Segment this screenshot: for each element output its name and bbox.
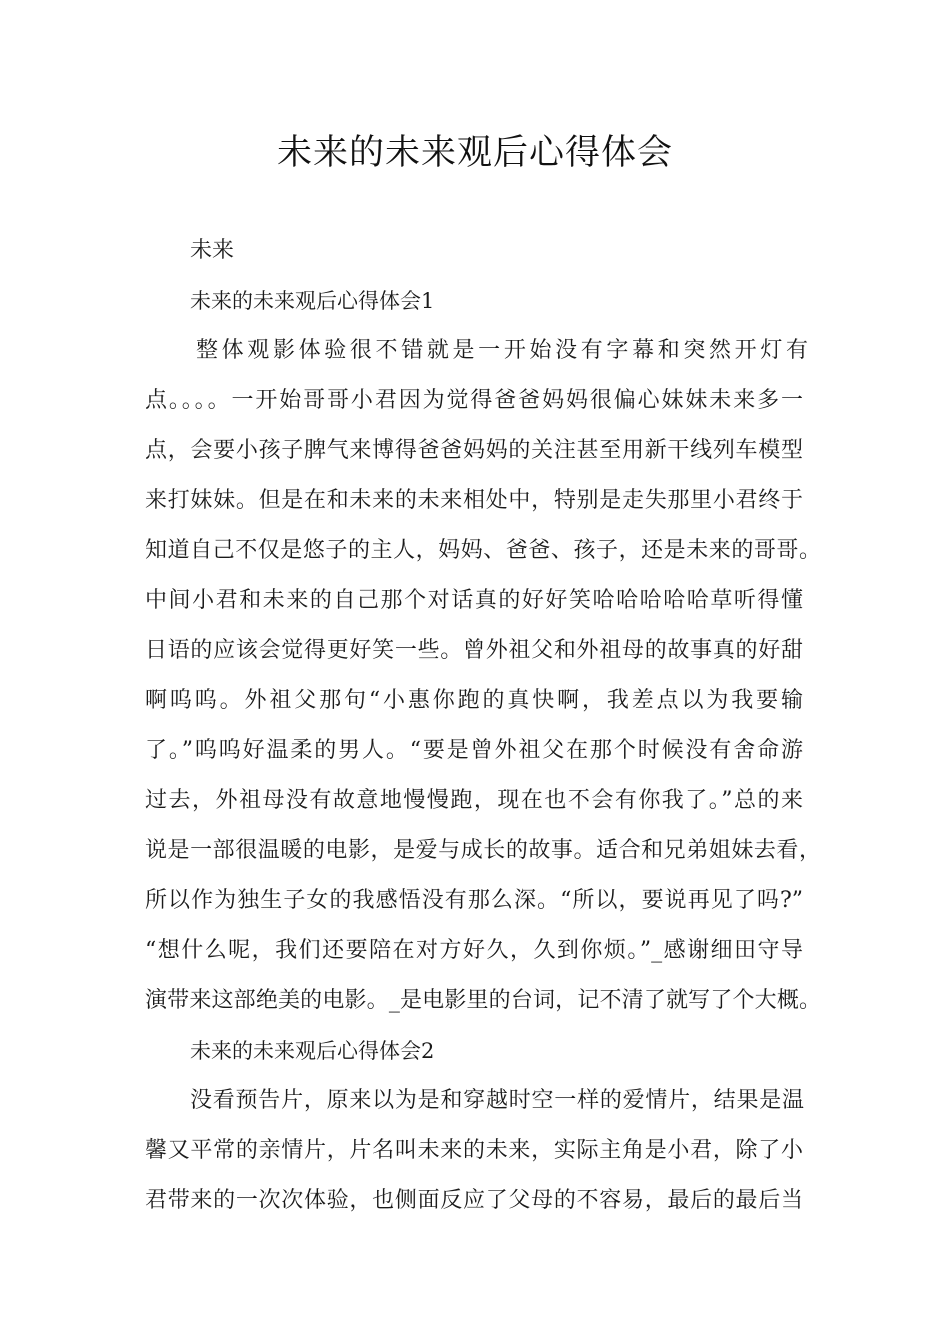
section-heading: 未来的未来观后心得体会2 [190,1039,435,1063]
paragraph-line: 啊呜呜。外祖父那句“小惠你跑的真快啊，我差点以为我要输 [145,688,803,713]
document-label: 未来 [190,238,235,263]
paragraph-line: “想什么呢，我们还要陪在对方好久，久到你烦。”_感谢细田守导 [145,938,803,963]
paragraph-line: 来打妹妹。但是在和未来的未来相处中，特别是走失那里小君终于 [145,488,803,513]
paragraph-line: 知道自己不仅是悠子的主人，妈妈、爸爸、孩子，还是未来的哥哥。 [145,538,821,563]
paragraph-line: 日语的应该会觉得更好笑一些。曾外祖父和外祖母的故事真的好甜 [145,638,803,663]
paragraph-line: 点，会要小孩子脾气来博得爸爸妈妈的关注甚至用新干线列车模型 [145,438,803,463]
paragraph-line: 整体观影体验很不错就是一开始没有字幕和突然开灯有 [196,338,808,363]
paragraph-line: 馨又平常的亲情片，片名叫未来的未来，实际主角是小君，除了小 [145,1138,803,1163]
paragraph-line: 所以作为独生子女的我感悟没有那么深。“所以，要说再见了吗?” [145,888,803,913]
section-heading: 未来的未来观后心得体会1 [190,289,435,313]
paragraph-line: 说是一部很温暖的电影，是爱与成长的故事。适合和兄弟姐妹去看， [145,838,821,863]
paragraph-line: 过去，外祖母没有故意地慢慢跑，现在也不会有你我了。”总的来 [145,788,803,813]
paragraph-line: 点。。。。一开始哥哥小君因为觉得爸爸妈妈很偏心妹妹未来多一 [145,388,803,413]
paragraph-line: 演带来这部绝美的电影。_是电影里的台词，记不清了就写了个大概。 [145,988,821,1013]
document-title: 未来的未来观后心得体会 [276,133,673,173]
paragraph-line: 君带来的一次次体验，也侧面反应了父母的不容易，最后的最后当 [145,1188,803,1213]
paragraph-line: 没看预告片，原来以为是和穿越时空一样的爱情片，结果是温 [190,1088,804,1113]
paragraph-line: 了。”呜呜好温柔的男人。“要是曾外祖父在那个时候没有舍命游 [145,738,803,763]
paragraph-line: 中间小君和未来的自己那个对话真的好好笑哈哈哈哈哈草听得懂 [145,588,803,613]
